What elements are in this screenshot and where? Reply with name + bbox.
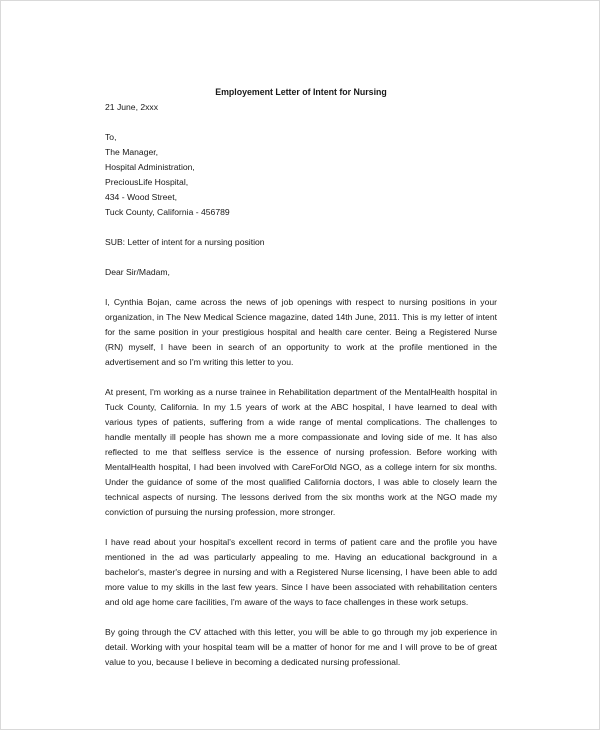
recipient-department: Hospital Administration, (105, 162, 195, 172)
spacer (105, 115, 497, 130)
paragraph-qualifications: I have read about your hospital's excellent record in terms of patient care and the profile you have mentioned in the ad was particularly appealing to me. Having an educational background in a bachelor's, master's degree in nursing and with a Registered Nurse licensing, I have been able to add more value to my skills in the last few years. Since I have been associated with rehabilitation centers and old age home care facilities, I'm aware of the ways to face challenges in these work setups. (105, 537, 497, 607)
letter-subject: SUB: Letter of intent for a nursing position (105, 237, 265, 247)
letter-body (105, 85, 497, 670)
recipient-organization: PreciousLife Hospital, (105, 177, 189, 187)
letter-title: Employement Letter of Intent for Nursing (215, 87, 387, 97)
paragraph-closing: By going through the CV attached with this letter, you will be able to go through my job experience in detail. Working with your hospital team will be a matter of honor for me and I will prove to be of great value to you, because I believe in becoming a dedicated nursing professional. (105, 627, 497, 667)
paragraph-introduction: I, Cynthia Bojan, came across the news of job openings with respect to nursing positions in your organization, in The New Medical Science magazine, dated 14th June, 2011. This is my letter of intent for the same position in your prestigious hospital and health care center. Being a Registered Nurse (RN) myself, I have been in search of an opportunity to work at the profile mentioned in the advertisement and so I'm writing this letter to you. (105, 297, 497, 367)
spacer (105, 220, 497, 235)
recipient-title: The Manager, (105, 147, 159, 157)
spacer (105, 370, 497, 385)
spacer (105, 610, 497, 625)
spacer (105, 520, 497, 535)
paragraph-experience: At present, I'm working as a nurse trainee in Rehabilitation department of the MentalHealth hospital in Tuck County, California. In my 1.5 years of work at the ABC hospital, I have learned to deal with various types of patients, suffering from a wide range of mental complications. The challenges to handle mentally ill people has shown me a more compassionate and loving side of me. It has also reflected to me that selfless service is the essence of nursing profession. Before working with MentalHealth hospital, I had been involved with CareForOld NGO, as a college intern for six months. Under the guidance of some of the most qualified California doctors, I was able to closely learn the technical aspects of nursing. The lessons derived from the six months work at the NGO made my conviction of pursuing the nursing profession, more stronger. (105, 387, 497, 517)
recipient-street: 434 - Wood Street, (105, 192, 177, 202)
letter-date: 21 June, 2xxx (105, 102, 159, 112)
recipient-to: To, (105, 132, 117, 142)
recipient-city: Tuck County, California - 456789 (105, 207, 230, 217)
spacer (105, 250, 497, 265)
spacer (105, 280, 497, 295)
letter-salutation: Dear Sir/Madam, (105, 267, 170, 277)
